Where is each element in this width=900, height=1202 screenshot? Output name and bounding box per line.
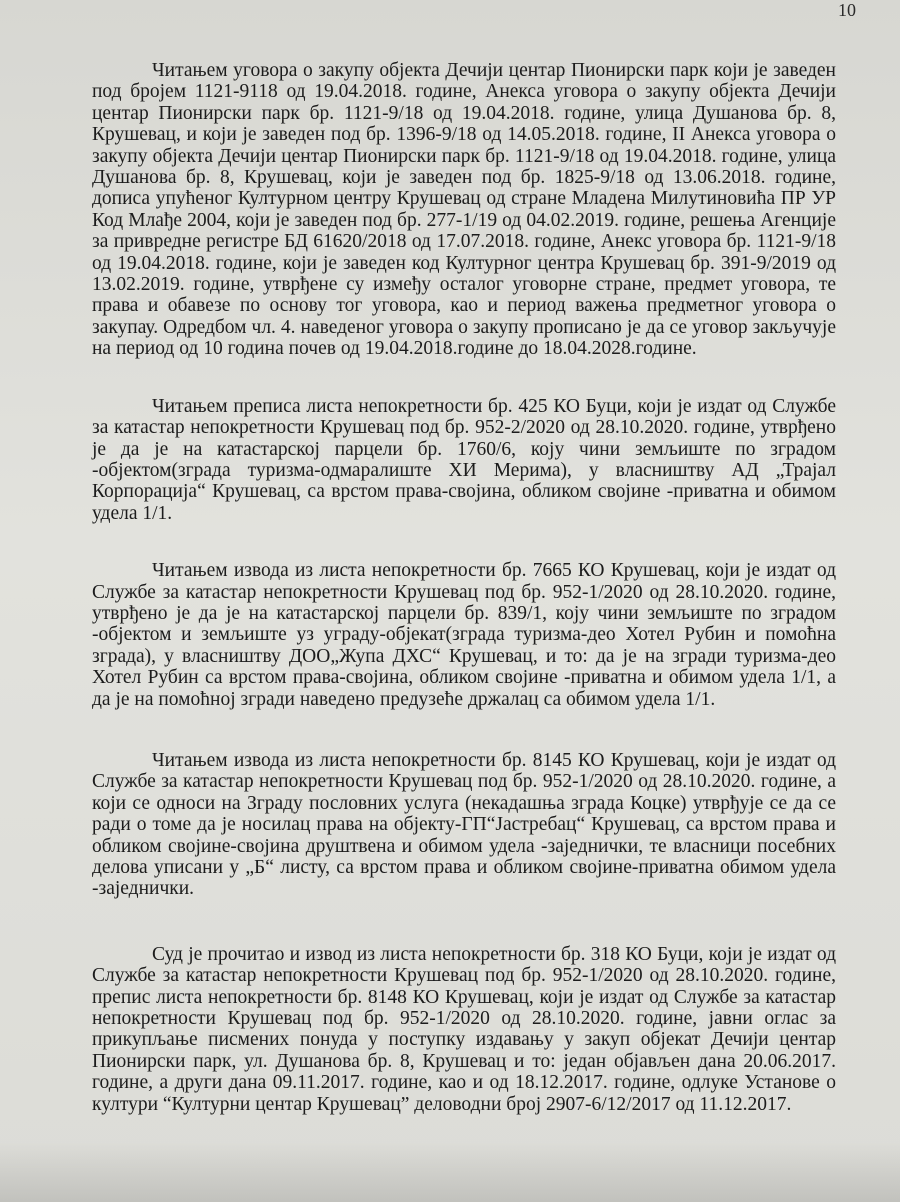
paragraph-property-list-7665: Читањем извода из листа непокретности бр. 7665 КО Крушевац, који је издат од Службе за катастар непокретности Крушевац под бр. 952-1/2020 од 28.10.2020. године, утврђено је да је на катастарској парцели бр. 839/1, коју чини земљиште по зградом -објектом и земљиште уз уграду-објекат(зграда туризма-део Хотел Рубин и помоћна зграда), у власништву ДОО„Жупа ДХС“ Крушевац, и то: да је на згради туризма-део Хотел Рубин са врстом права-својина, обликом својине -приватна и обимом удела 1/1, а да је на помоћној згради наведено предузеће држалац са обимом удела 1/1.	[92, 560, 836, 710]
page-number: 10	[838, 0, 856, 20]
paragraph-property-list-8145: Читањем извода из листа непокретности бр. 8145 КО Крушевац, који је издат од Службе за катастар непокретности Крушевац под бр. 952-1/2020 од 28.10.2020. године, а који се односи на Зграду пословних услуга (некадашња зграда Коцке) утврђује се да се ради о томе да је носилац права на објекту-ГП“Јастребац“ Крушевац, са врстом права и обликом својине-својина друштвена и обимом удела -заједнички, те власници посебних делова уписани у „Б“ листу, са врстом права и обликом својине-приватна обимом удела -заједнички.	[92, 749, 836, 900]
paragraph-property-list-425: Читањем преписа листа непокретности бр. 425 КО Буци, који је издат од Службе за катастар непокретности Крушевац под бр. 952-2/2020 од 28.10.2020. године, утврђено је да је на катастарској парцели бр. 1760/6, коју чини земљиште по зградом -објектом(зграда туризма-одмаралиште ХИ Мерима), у власништву АД „Трајал Корпорација“ Крушевац, са врстом права-својина, обликом својине -приватна и обимом удела 1/1.	[92, 395, 836, 524]
photo-shadow	[0, 1142, 900, 1202]
paragraph-court-reading: Суд је прочитао и извод из листа непокретности бр. 318 КО Буци, који је издат од Службе за катастар непокретности Крушевац под бр. 952-1/2020 од 28.10.2020. године, препис листа непокретности бр. 8148 КО Крушевац, који је издат од Службе за катастар непокретности Крушевац под бр. 952-1/2020 од 28.10.2020. године, јавни оглас за прикупљање писмених понуда у поступку издавању у закуп објекат Дечији центар Пионирски парк, ул. Душанова бр. 8, Крушевац и то: један објављен дана 20.06.2017. године, а други дана 09.11.2017. године, као и од 18.12.2017. године, одлуке Установе о култури “Културни центар Крушевац” деловодни број 2907-6/12/2017 од 11.12.2017.	[92, 943, 836, 1115]
document-body	[92, 60, 836, 1151]
paragraph-lease-contract: Читањем уговора о закупу објекта Дечији центар Пионирски парк који је заведен под бројем 1121-9118 од 19.04.2018. године, Анекса уговора о закупу објекта Дечији центар Пионирски парк бр. 1121-9/18 од 19.04.2018. године, улица Душанова бр. 8, Крушевац, и који је заведен под бр. 1396-9/18 од 14.05.2018. године, II Анекса уговора о закупу објекта Дечији центар Пионирски парк бр. 1121-9/18 од 19.04.2018. године, улица Душанова бр. 8, Крушевац, који је заведен под бр. 1825-9/18 од 13.06.2018. године, дописа упућеног Културном центру Крушевац од стране Младена Милутиновића ПР УР Код Млађе 2004, који је заведен под бр. 277-1/19 од 04.02.2019. године, решења Агенције за привредне регистре БД 61620/2018 од 17.07.2018. године, Анекс уговора бр. 1121-9/18 од 19.04.2018. године, који је заведен код Културног центра Крушевац бр. 391-9/2019 од 13.02.2019. године, утврђене су између осталог уговорне стране, предмет уговора, те права и обавезе по основу тог уговора, као и период важења предметног уговора о закупау. Одредбом чл. 4. наведеног уговора о закупу прописано је да се уговор закључује на период од 10 година почев од 19.04.2018.године до 18.04.2028.године.	[92, 60, 836, 360]
